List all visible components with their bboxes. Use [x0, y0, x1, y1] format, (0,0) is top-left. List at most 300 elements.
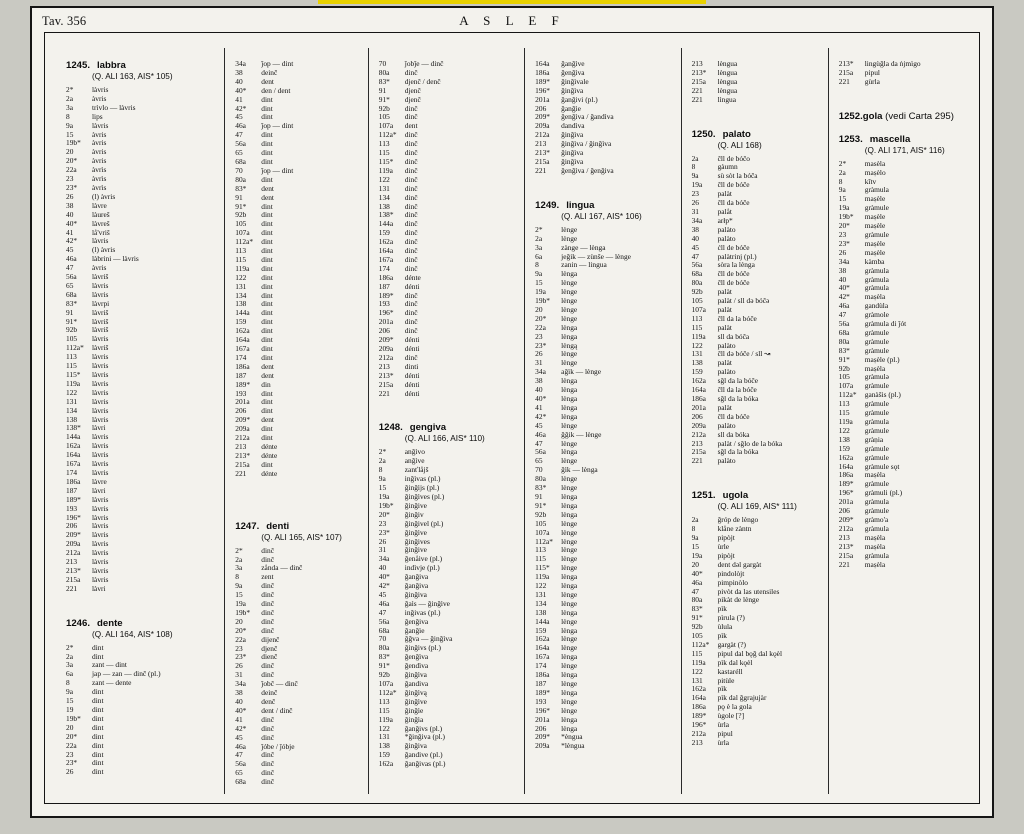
dialect-form: lènge [561, 296, 578, 306]
entry-row [379, 635, 518, 644]
dialect-form: ǧinǧìva [404, 670, 427, 680]
point-code: 186a [691, 702, 706, 712]
entry-row [235, 336, 362, 345]
dialect-form: gràmula [864, 185, 889, 195]
dialect-form: palàto [717, 233, 736, 243]
point-code: 23* [66, 758, 78, 768]
point-code: 8 [691, 524, 696, 534]
point-code: 196* [535, 85, 550, 95]
point-code: 212a [838, 523, 854, 533]
dialect-form: làvris [92, 494, 109, 504]
dialect-form: dint [261, 228, 273, 238]
dialect-form: dint [261, 290, 273, 300]
point-code: 189* [838, 479, 854, 489]
dialect-form: ǧanǧivi (pl.) [561, 94, 598, 104]
dialect-form: làvriš [92, 272, 109, 282]
point-code: 167a [535, 652, 550, 662]
entry-row [535, 627, 674, 636]
entry-row [379, 238, 518, 247]
point-code: 209a [378, 344, 394, 353]
entry-row [379, 122, 518, 131]
point-code: 112a* [235, 237, 254, 247]
dialect-form: gràmule [864, 229, 889, 239]
dialect-form: dinč [404, 246, 418, 256]
dialect-form: djenč [404, 85, 421, 95]
point-code: 45 [535, 420, 543, 430]
point-code: 162a [378, 237, 394, 247]
dialect-form: dinč [404, 165, 418, 175]
entry-row [535, 457, 674, 466]
entry-row-list [535, 226, 674, 751]
entry-row [235, 425, 362, 434]
dialect-form: maṣèle (pl.) [864, 354, 900, 364]
dialect-form: làvriš [92, 325, 109, 335]
entry-row [235, 680, 362, 689]
dialect-form: dinč [261, 777, 274, 787]
point-code: 138 [378, 201, 390, 211]
entry-row [535, 122, 674, 131]
dialect-form: dinč [404, 254, 418, 264]
point-code: 46a [838, 301, 850, 311]
entry-row [379, 689, 518, 698]
dialect-form: pipul dal bǫǧ dal kǫèl [717, 648, 783, 658]
entry-row [66, 335, 218, 344]
entry-row [66, 113, 218, 122]
entry-heading [535, 200, 674, 211]
point-code: 215a [66, 574, 81, 584]
point-code: 134 [66, 405, 78, 415]
entry-row [692, 712, 822, 721]
dialect-form: ǧinǧìvale [561, 76, 589, 86]
entry-row [66, 407, 218, 416]
entry-row [535, 297, 674, 306]
dialect-form: indìvje (pl.) [404, 563, 440, 573]
column-5 [682, 48, 829, 794]
dialect-form: dinč [404, 352, 418, 362]
dialect-form: làvris [92, 370, 109, 379]
dialect-form: zanin — lingua [561, 260, 607, 270]
dialect-form: lèngua [717, 85, 738, 95]
entry-source-reference: (Q. ALI 169, AIS* 111) [717, 502, 797, 512]
entry-row [235, 300, 362, 309]
point-code: 138 [378, 741, 390, 751]
dialect-form: gràmula [864, 274, 889, 284]
entry-row [235, 461, 362, 470]
point-code: 174 [66, 467, 78, 477]
entry-row [235, 390, 362, 399]
point-code: 122 [235, 272, 247, 282]
entry-row [235, 725, 362, 734]
entry-row [839, 240, 970, 249]
point-code: 38 [535, 376, 543, 386]
point-code: 92b [235, 210, 247, 220]
dictionary-entry [692, 60, 822, 105]
point-code: 213* [535, 148, 550, 158]
point-code: 212a [378, 352, 394, 362]
dialect-form: dinč [404, 67, 418, 77]
dialect-form: lènga [561, 625, 578, 635]
point-code: 42* [378, 581, 390, 591]
point-code: 113 [535, 545, 546, 555]
dialect-form: lènge [561, 224, 578, 234]
dialect-form: ǧenǧìva / ǧenǧiva [561, 165, 614, 175]
column-spacer [379, 400, 518, 422]
entry-row [535, 538, 674, 547]
point-code: 15 [378, 483, 387, 493]
point-code: 45 [691, 242, 699, 252]
point-code: 206 [235, 406, 247, 416]
dialect-form: lènge [561, 483, 578, 493]
dialect-form: pìk [717, 631, 728, 641]
entry-row [535, 742, 674, 751]
entry-row [66, 442, 218, 451]
point-code: 46a [378, 598, 390, 608]
dialect-form: ǧinǧìva [561, 130, 584, 140]
entry-row [379, 220, 518, 229]
entry-row [235, 105, 362, 114]
dialect-form: lingùǧla da ṅjmìgo [864, 59, 921, 68]
dialect-form: ǧinǧìe [404, 705, 424, 715]
dialect-form: sll da bóča [717, 331, 750, 341]
point-code: 9a [691, 171, 699, 181]
point-code: 19 [66, 705, 74, 714]
entry-row [839, 338, 970, 347]
entry-heading [379, 422, 518, 433]
dialect-form: dinč [404, 228, 418, 238]
entry-row [535, 167, 674, 176]
point-code: 213 [691, 438, 703, 448]
point-code: 23* [838, 238, 850, 248]
entry-row [235, 627, 362, 636]
point-code: 22a [235, 634, 246, 644]
entry-row [692, 155, 822, 164]
entry-row [379, 265, 518, 274]
point-code: 189* [691, 711, 707, 721]
point-code: 138 [535, 607, 547, 617]
dialect-form: dienč [261, 652, 278, 662]
point-code: 40* [235, 85, 247, 95]
entry-row [692, 457, 822, 466]
dialect-form: inǧìvas (pl.) [404, 474, 441, 484]
entry-row-list [66, 644, 218, 778]
entry-row [379, 185, 518, 194]
entry-row [235, 194, 362, 203]
dialect-form: lènga [561, 670, 578, 680]
point-code: 6a [66, 669, 73, 679]
dialect-form: dinč [404, 263, 418, 273]
point-code: 213* [235, 450, 251, 460]
dialect-form: aǧìk — lènge [561, 367, 601, 377]
point-code: 167a [378, 254, 394, 264]
column-1 [56, 48, 225, 794]
dialect-form: lips [92, 111, 103, 121]
dialect-form: dinč [261, 607, 274, 617]
dialect-form: gràmula di ǰót [864, 319, 907, 329]
point-code: 38 [66, 200, 74, 210]
point-code: 42* [235, 723, 247, 733]
point-code: 115* [535, 563, 550, 573]
dialect-form: palàto [717, 420, 736, 430]
yellow-marker-bar [318, 0, 706, 4]
point-code: 113 [691, 313, 703, 323]
point-code: 119a [535, 572, 550, 582]
point-code: 31 [535, 358, 543, 368]
dialect-form: lènge [561, 554, 578, 564]
atlas-page [30, 6, 994, 818]
entry-row [535, 324, 674, 333]
dialect-form: jap — zan — dinč (pl.) [92, 669, 161, 679]
dialect-form: maṣèla [864, 541, 886, 551]
dictionary-entry [235, 60, 362, 479]
entry-row [66, 679, 218, 688]
entry-row [839, 480, 970, 489]
entry-row [66, 326, 218, 335]
dialect-form: palàto [717, 367, 736, 377]
dialect-form: làvri [92, 485, 106, 495]
entry-row [379, 345, 518, 354]
point-code: 23 [66, 174, 74, 184]
entry-row [379, 618, 518, 627]
entry-row [66, 585, 218, 594]
entry-row [66, 487, 218, 496]
dialect-form: ganàšis (pl.) [864, 390, 901, 400]
point-code: 15 [838, 194, 847, 204]
point-code: 215a [691, 447, 706, 457]
entry-source-reference: (Q. ALI 166, AIS* 110) [404, 434, 485, 444]
point-code: 115* [378, 156, 394, 166]
dialect-form: ǧanǧìe [561, 103, 581, 113]
dialect-form: maṣèla [864, 292, 886, 302]
point-code: 47 [378, 607, 387, 617]
entry-row [235, 434, 362, 443]
dialect-form: làvris [92, 361, 109, 371]
dialect-form: palàt [717, 322, 732, 332]
entry-row [235, 265, 362, 274]
entry-row [235, 113, 362, 122]
point-code: 41 [66, 227, 74, 237]
entry-row [839, 160, 970, 169]
point-code: 31 [378, 545, 387, 555]
point-code: 46a [235, 741, 246, 751]
point-code: 107a [378, 121, 394, 131]
dialect-form: làvris [92, 530, 109, 540]
entry-row [379, 203, 518, 212]
entry-row [235, 372, 362, 381]
dialect-form: čll de bóčo [717, 153, 750, 163]
point-code: 42* [535, 411, 547, 421]
dialect-form: lènge [561, 705, 578, 715]
entry-row [535, 511, 674, 520]
entry-row [692, 190, 822, 199]
point-code: 196* [691, 720, 707, 730]
dialect-form: palàt [717, 358, 732, 368]
point-code: 164a [235, 335, 250, 345]
point-code: 9a [838, 185, 846, 195]
point-code: 201a [535, 94, 550, 104]
dialect-form: ǧinǧive [404, 500, 427, 510]
dialect-form: čll de bóče [717, 278, 750, 288]
dialect-form: lènga [561, 500, 578, 510]
entry-row [235, 662, 362, 671]
dialect-form: ǧinǧiva [404, 741, 427, 751]
point-code: 19a [535, 287, 546, 297]
point-code: 221 [691, 456, 703, 466]
entry-row [235, 327, 362, 336]
point-code: 23 [235, 643, 243, 653]
dialect-form: làvris [92, 120, 109, 130]
point-code: 144a [378, 219, 394, 229]
dialect-form: làvris [92, 405, 109, 415]
entry-row [379, 274, 518, 283]
entry-row [235, 140, 362, 149]
dialect-form: ǧinǧìva [561, 156, 584, 166]
dialect-form: pipul [864, 67, 880, 77]
point-code: 92b [66, 325, 78, 335]
entry-row [235, 582, 362, 591]
dialect-form: kàmba [864, 256, 885, 266]
dialect-form: lènge [561, 598, 578, 608]
entry-row [235, 185, 362, 194]
entry-title: labbra [97, 60, 126, 71]
point-code: 20 [235, 616, 243, 626]
entry-row [535, 368, 674, 377]
entry-row [66, 759, 218, 768]
entry-row [66, 522, 218, 531]
entry-row [379, 760, 518, 769]
entry-row [692, 253, 822, 262]
point-code: 144a [235, 308, 250, 318]
dialect-form: làvre [92, 476, 107, 486]
entry-row [66, 742, 218, 751]
point-code: 105 [838, 372, 850, 382]
dialect-form: čll da bóče [717, 411, 750, 421]
entry-row [379, 707, 518, 716]
entry-row [235, 149, 362, 158]
entry-row [379, 60, 518, 69]
dialect-form: dénti [404, 379, 420, 389]
dialect-form: dint [261, 156, 273, 166]
entry-row [379, 390, 518, 399]
entry-row [235, 211, 362, 220]
point-code: 134 [378, 192, 390, 202]
dialect-form: dint [92, 705, 104, 714]
dialect-form: dint [261, 388, 273, 398]
point-code: 162a [535, 634, 550, 644]
dialect-form: lènga [561, 411, 578, 421]
point-code: 122 [691, 340, 703, 350]
point-code: 47 [691, 586, 699, 596]
entry-row-list [66, 86, 218, 594]
entry-number: 1247. [235, 520, 260, 532]
point-code: 209a [535, 121, 550, 131]
dialect-form: palåt [717, 206, 732, 216]
dialect-form: làvris [92, 236, 109, 246]
entry-row [535, 689, 674, 698]
dialect-form: ǧǧik — lènge [561, 429, 602, 439]
entry-row [379, 327, 518, 336]
entry-row [379, 751, 518, 760]
point-code: 19b* [235, 607, 251, 617]
dialect-form: lènga [561, 581, 578, 591]
dialect-form: ǧanǧìve [561, 59, 585, 68]
point-code: 2a [838, 167, 846, 177]
point-code: 3a [66, 102, 73, 112]
point-code: 2a [66, 93, 73, 103]
dialect-form: lènga [561, 385, 578, 395]
point-code: 19a [378, 491, 390, 501]
dialect-form: ǧinǧìjs (pl.) [404, 483, 440, 493]
dialect-form: ǧinǧive [404, 545, 427, 555]
dialect-form: sll da bóka [717, 429, 750, 439]
dialect-form: pitùle [717, 675, 735, 685]
entry-row [66, 122, 218, 131]
dialect-form: dinč [404, 299, 418, 309]
point-code: 187 [378, 281, 390, 291]
dialect-form: klåne zàntn [717, 524, 752, 534]
dialect-form: gràmule [864, 327, 889, 337]
dialect-form: làvris [92, 289, 109, 299]
point-code: 8 [66, 111, 70, 121]
point-code: 221 [838, 559, 850, 569]
point-code: 3a [66, 660, 73, 670]
point-code: 70 [535, 465, 543, 475]
dialect-form: lènga [561, 491, 578, 501]
point-code: 113 [235, 246, 247, 256]
dialect-form: čll de bóče [717, 180, 750, 190]
entry-row [235, 229, 362, 238]
entry-row [535, 600, 674, 609]
point-code: 80a [691, 278, 703, 288]
dialect-form: palàto [717, 456, 736, 466]
entry-row [379, 381, 518, 390]
dialect-form: ǧenǧiva [404, 616, 429, 626]
point-code: 20 [535, 304, 543, 314]
dialect-form: dint [92, 767, 104, 777]
entry-row [66, 531, 218, 540]
point-code: 9a [235, 581, 243, 591]
point-code: 56a [691, 260, 703, 270]
entry-row [379, 609, 518, 618]
entry-row [379, 96, 518, 105]
dialect-form: làvris [92, 432, 109, 442]
point-code: 3a [235, 563, 243, 573]
point-code: 131 [378, 732, 390, 742]
dialect-form: ǧandiva [404, 679, 429, 688]
entry-row [692, 69, 822, 78]
entry-row [66, 697, 218, 706]
entry-row [235, 609, 362, 618]
dialect-form: dint [92, 696, 104, 706]
entry-row [535, 78, 674, 87]
entry-row [535, 725, 674, 734]
dialect-form: gràmule [864, 425, 889, 435]
point-code: 131 [691, 675, 703, 685]
dialect-form: làvris [92, 521, 109, 531]
dialect-form: dinč [404, 112, 418, 122]
point-code: 26 [378, 536, 387, 546]
dialect-form: làvris [92, 450, 109, 460]
dialect-form: ǧinǧivel (pl.) [404, 518, 444, 528]
point-code: 20* [66, 731, 78, 741]
point-code: 2* [66, 642, 74, 652]
point-code: 22a [535, 322, 546, 332]
entry-row [235, 158, 362, 167]
point-code: 193 [535, 696, 547, 706]
entry-row [235, 309, 362, 318]
dialect-form: ǰobǰe — dinč [404, 59, 444, 68]
point-code: 115 [691, 322, 703, 332]
dialect-form: lènge [561, 679, 578, 688]
